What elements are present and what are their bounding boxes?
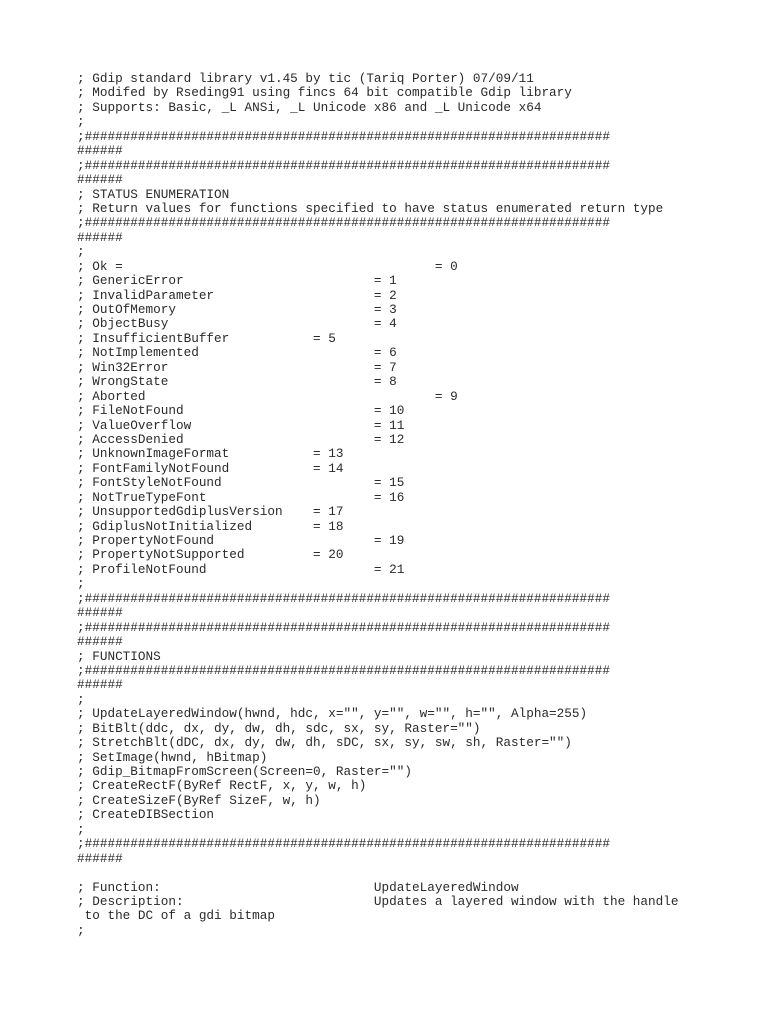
- status-entry: ; FontFamilyNotFound = 14: [77, 460, 344, 476]
- separator-line: ######: [77, 850, 123, 866]
- status-entry: ; GenericError = 1: [77, 273, 397, 289]
- blank-line: [77, 866, 697, 880]
- code-document: [77, 72, 697, 938]
- status-entry: ; NotTrueTypeFont = 16: [77, 489, 405, 505]
- comment-line: ;: [77, 922, 85, 938]
- status-entry: ; PropertyNotFound = 19: [77, 533, 405, 548]
- function-entry: ; UpdateLayeredWindow(hwnd, hdc, x="", y="", w="", h="", Alpha=255): [77, 706, 588, 722]
- status-entry: ; NotImplemented = 6: [77, 345, 397, 361]
- function-entry: ; SetImage(hwnd, hBitmap): [77, 749, 268, 765]
- comment-line: ;: [77, 576, 85, 592]
- status-entry: ; PropertyNotSupported = 20: [77, 547, 344, 563]
- separator-line: ;#####################################################################: [77, 836, 610, 852]
- function-doc-line: to the DC of a gdi bitmap: [77, 908, 275, 924]
- status-entry: ; AccessDenied = 12: [77, 431, 405, 447]
- status-entry: ; FileNotFound = 10: [77, 403, 405, 419]
- status-entry: ; ProfileNotFound = 21: [77, 561, 405, 577]
- separator-line: ;#####################################################################: [77, 619, 610, 635]
- header-line: ; Supports: Basic, _L ANSi, _L Unicode x86 and _L Unicode x64: [77, 99, 542, 115]
- comment-line: ;: [77, 244, 85, 260]
- comment-line: ;: [77, 691, 85, 707]
- function-entry: ; StretchBlt(dDC, dx, dy, dw, dh, sDC, sx, sy, sw, sh, Raster=""): [77, 735, 572, 751]
- status-entry: ; ObjectBusy = 4: [77, 316, 397, 332]
- separator-line: ######: [77, 143, 123, 159]
- status-entry: ; InsufficientBuffer = 5: [77, 330, 336, 346]
- header-line: ; Modifed by Rseding91 using fincs 64 bit compatible Gdip library: [77, 85, 572, 101]
- function-entry: ; CreateDIBSection: [77, 807, 215, 823]
- status-entry: ; InvalidParameter = 2: [77, 287, 397, 303]
- status-entry: ; ValueOverflow = 11: [77, 417, 405, 433]
- function-doc-line: ; Description: Updates a layered window with the handle: [77, 893, 679, 909]
- function-entry: ; CreateSizeF(ByRef SizeF, w, h): [77, 792, 321, 808]
- status-entry: ; GdiplusNotInitialized = 18: [77, 518, 344, 534]
- separator-line: ;#####################################################################: [77, 662, 610, 678]
- status-entry: ; WrongState = 8: [77, 374, 397, 390]
- separator-line: ;#####################################################################: [77, 157, 610, 173]
- status-entry: ; FontStyleNotFound = 15: [77, 475, 405, 491]
- section-description: ; Return values for functions specified to have status enumerated return type: [77, 200, 664, 216]
- separator-line: ######: [77, 677, 123, 693]
- header-line: ; Gdip standard library v1.45 by tic (Tariq Porter) 07/09/11: [77, 71, 534, 86]
- status-entry: ; UnknownImageFormat = 13: [77, 446, 344, 462]
- section-title: ; STATUS ENUMERATION: [77, 186, 230, 202]
- separator-line: ######: [77, 634, 123, 650]
- separator-line: ;#####################################################################: [77, 590, 610, 606]
- status-entry: ; Win32Error = 7: [77, 359, 397, 375]
- separator-line: ######: [77, 172, 123, 188]
- status-entry: ; OutOfMemory = 3: [77, 302, 397, 317]
- status-entry: ; Ok = = 0: [77, 258, 458, 274]
- function-entry: ; Gdip_BitmapFromScreen(Screen=0, Raster=""): [77, 764, 413, 779]
- separator-line: ;#####################################################################: [77, 215, 610, 231]
- separator-line: ######: [77, 229, 123, 245]
- function-entry: ; CreateRectF(ByRef RectF, x, y, w, h): [77, 778, 367, 794]
- status-entry: ; UnsupportedGdiplusVersion = 17: [77, 504, 344, 520]
- separator-line: ;#####################################################################: [77, 128, 610, 144]
- comment-line: ;: [77, 821, 85, 837]
- section-title: ; FUNCTIONS: [77, 648, 161, 664]
- comment-line: ;: [77, 114, 85, 130]
- function-entry: ; BitBlt(ddc, dx, dy, dw, dh, sdc, sx, sy, Raster=""): [77, 720, 481, 736]
- separator-line: ######: [77, 605, 123, 621]
- status-entry: ; Aborted = 9: [77, 388, 458, 404]
- function-doc-line: ; Function: UpdateLayeredWindow: [77, 879, 519, 895]
